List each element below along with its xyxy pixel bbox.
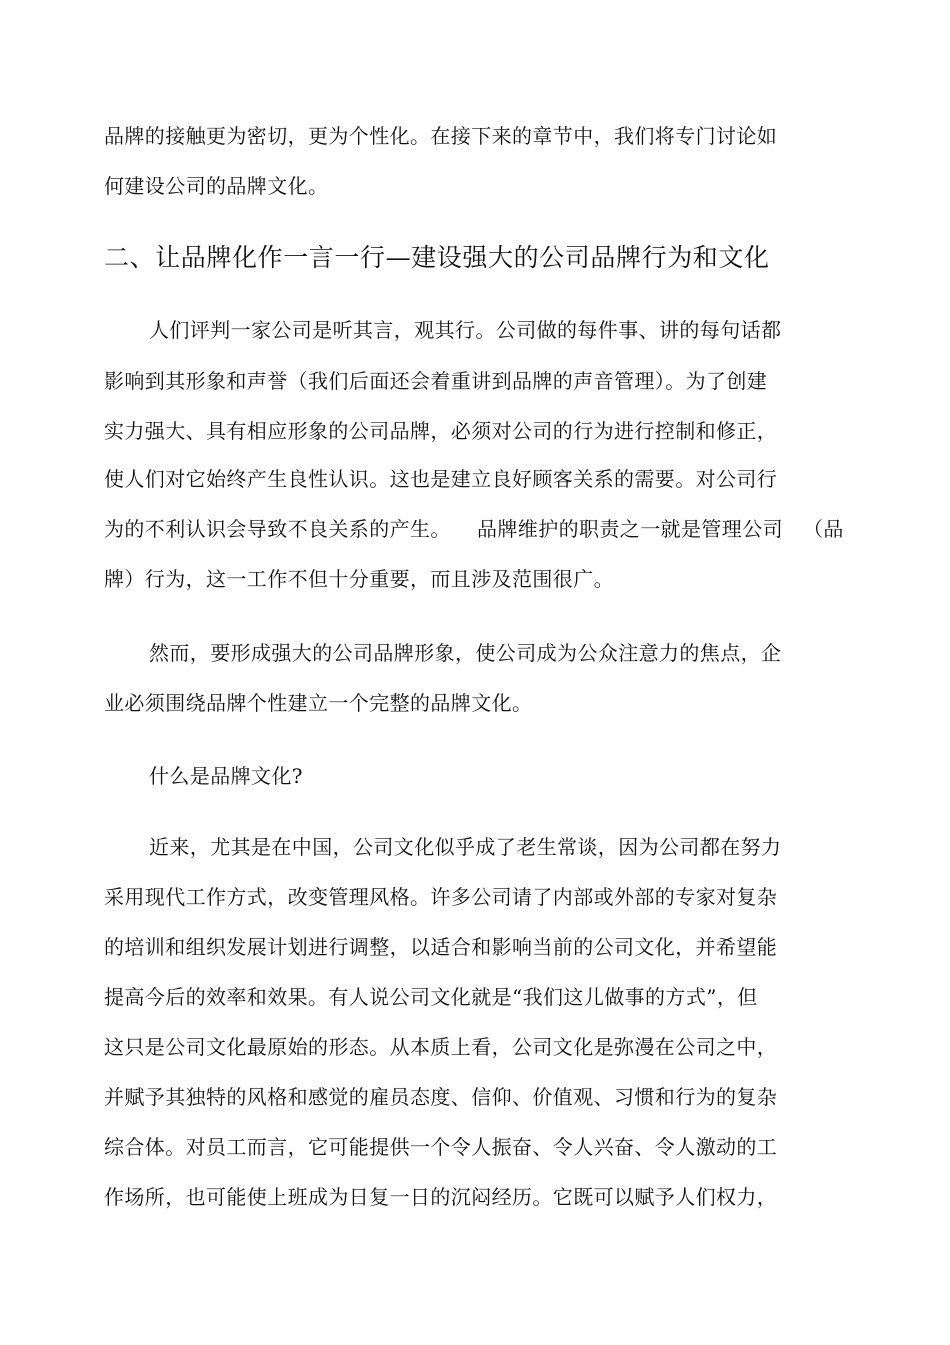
- paragraph-line: 为的不利认识会导致不良关系的产生。: [104, 517, 451, 541]
- paragraph-line: 使人们对它始终产生良性认识。这也是建立良好顾客关系的需要。对公司行: [104, 467, 778, 491]
- paragraph-line: 影响到其形象和声誉（我们后面还会着重讲到品牌的声音管理）。为了创建: [104, 369, 768, 393]
- paragraph-line: 提高今后的效率和效果。有人说公司文化就是“我们这儿做事的方式”，但: [104, 985, 758, 1009]
- paragraph-line: （品: [803, 517, 844, 541]
- section-heading: 二、让品牌化作一言一行—建设强大的公司品牌行为和文化: [104, 243, 770, 272]
- paragraph-line: 作场所，也可能使上班成为日复一日的沉闷经历。它既可以赋予人们权力，: [104, 1185, 778, 1209]
- paragraph-line: 综合体。对员工而言，它可能提供一个令人振奋、令人兴奋、令人激动的工: [104, 1135, 778, 1159]
- paragraph-line: 并赋予其独特的风格和感觉的雇员态度、信仰、价值观、习惯和行为的复杂: [104, 1085, 778, 1109]
- paragraph-line: 牌）行为，这一工作不但十分重要，而且涉及范围很广。: [104, 567, 614, 591]
- paragraph-line: 业必须围绕品牌个性建立一个完整的品牌文化。: [104, 691, 533, 715]
- paragraph-line: 品牌的接触更为密切，更为个性化。在接下来的章节中，我们将专门讨论如: [104, 124, 778, 148]
- paragraph-line: 人们评判一家公司是听其言，观其行。公司做的每件事、讲的每句话都: [149, 318, 782, 342]
- paragraph-line: 实力强大、具有相应形象的公司品牌，必须对公司的行为进行控制和修正，: [104, 419, 778, 443]
- paragraph-line: 然而，要形成强大的公司品牌形象，使公司成为公众注意力的焦点，企: [149, 641, 782, 665]
- question-line: 什么是品牌文化?: [149, 764, 303, 788]
- paragraph-line: 的培训和组织发展计划进行调整，以适合和影响当前的公司文化，并希望能: [104, 935, 778, 959]
- paragraph-line: 采用现代工作方式，改变管理风格。许多公司请了内部或外部的专家对复杂: [104, 885, 778, 909]
- paragraph-line: 近来，尤其是在中国，公司文化似乎成了老生常谈，因为公司都在努力: [149, 835, 782, 859]
- paragraph-line: 何建设公司的品牌文化。: [104, 174, 329, 198]
- paragraph-line: 品牌维护的职责之一就是管理公司: [477, 517, 783, 541]
- paragraph-line: 这只是公司文化最原始的形态。从本质上看，公司文化是弥漫在公司之中，: [104, 1035, 778, 1059]
